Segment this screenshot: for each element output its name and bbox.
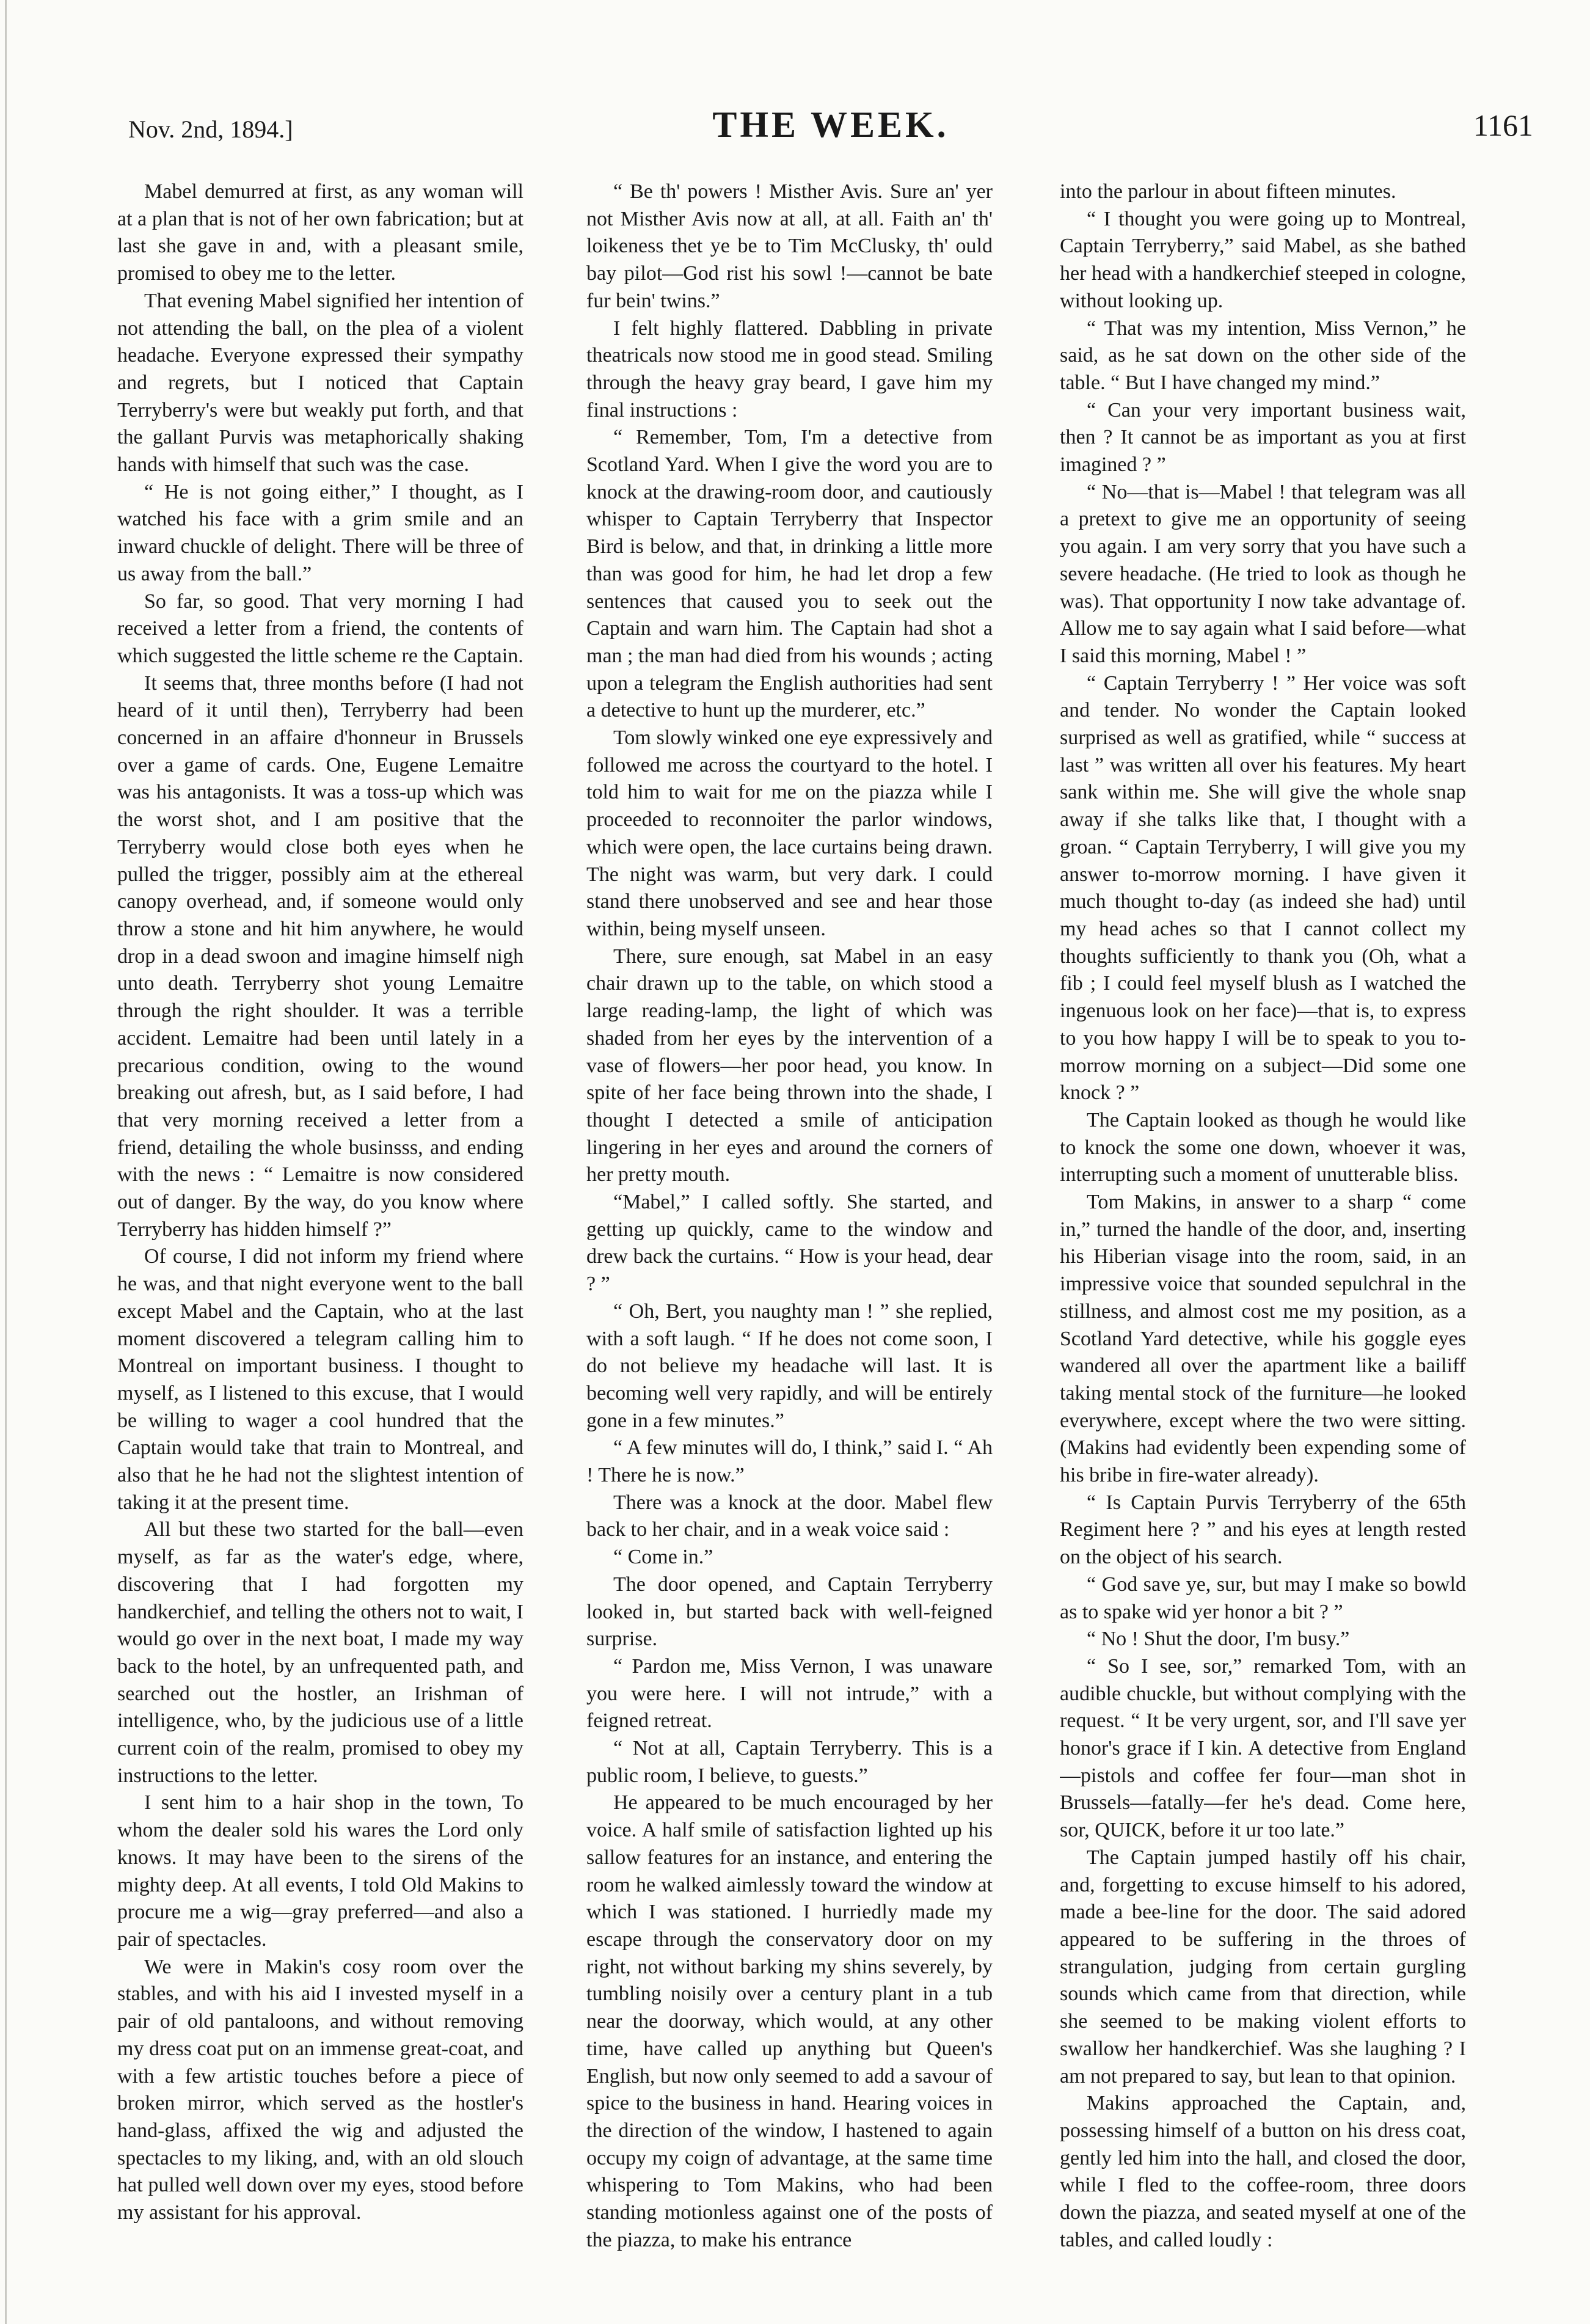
paragraph: “ That was my intention, Miss Vernon,” he said, as he sat down on the other side of the table. “ But I have changed my mind.” xyxy=(1060,316,1466,394)
text-column-3 xyxy=(1060,178,1466,2304)
paragraph: “ Captain Terryberry ! ” Her voice was soft and tender. No wonder the Captain looked surprised as well as gratified, while “ success at last ” was written all over his features. My heart sank within me. She will give the whole snap away if she talks like that, I thought with a groan. “ Captain Terryberry, I will give you my answer to-morrow morning. I have given it much thought to-day (as indeed she had) until my head aches so that I cannot collect my thoughts sufficiently to thank you (Oh, what a fib ; I could feel myself blush as I watched the ingenuous look on her face)—that is, to express to you how happy I will be to speak to you to-morrow morning on a subject—Did some one knock ? ” xyxy=(1060,671,1466,1105)
page-number: 1161 xyxy=(1473,108,1533,142)
paragraph: The Captain looked as though he would like to knock the some one down, whoever it was, interrupting such a moment of unutterable bliss. xyxy=(1060,1108,1466,1186)
paragraph: He appeared to be much encouraged by her voice. A half smile of satisfaction lighted up his sallow features for an instance, and entering the room he walked aimlessly toward the window at which I was stationed. I hurriedly made my escape through the conservatory door on my right, not without barking my shins severely, by tumbling noisily over a century plant in a tub near the doorway, which would, at any other time, have called up anything but Queen's English, but now only seemed to add a savour of spice to the business in hand. Hearing voices in the direction of the window, I hastened to again occupy my coign of advantage, at the same time whispering to Tom Makins, who had been standing motionless against one of the posts of the piazza, to make his entrance xyxy=(586,1791,993,2251)
text-column-1 xyxy=(117,178,523,2304)
paragraph: “ Come in.” xyxy=(613,1546,713,1569)
paragraph: So far, so good. That very morning I had received a letter from a friend, the contents of which suggested the little scheme re the Captain. xyxy=(117,590,523,667)
paragraph: We were in Makin's cosy room over the stables, and with his aid I invested myself in a pair of old pantaloons, and without removing my dress coat put on an immense great-coat, and with a few artistic touches before a piece of broken mirror, which served as the hostler's hand-glass, affixed the wig and adjusted the spectacles to my liking, and, with an old slouch hat pulled well down over my eyes, stood before my assistant for his approval. xyxy=(117,1955,523,2224)
paragraph: Makins approached the Captain, and, possessing himself of a button on his dress coat, gently led him into the hall, and closed the door, while I fled to the coffee-room, three doors down the piazza, and seated myself at one of the tables, and called loudly : xyxy=(1060,2092,1466,2251)
paragraph: The Captain jumped hastily off his chair, and, forgetting to excuse himself to his adored, made a bee-line for the door. The said adored appeared to be suffering in the throes of strangulation, judging from certain gurgling sounds which came from that direction, while she seemed to be making violent efforts to swallow her handkerchief. Was she laughing ? I am not prepared to say, but lean to that opinion. xyxy=(1060,1846,1466,2088)
paragraph: “ A few minutes will do, I think,” said I. “ Ah ! There he is now.” xyxy=(586,1436,993,1487)
paragraph: I felt highly flattered. Dabbling in private theatricals now stood me in good stead. Smiling through the heavy gray beard, I gave him my final instructions : xyxy=(586,316,993,422)
paragraph: I sent him to a hair shop in the town, To whom the dealer sold his wares the Lord only knows. It may have been to the sirens of the mighty deep. At all events, I told Old Makins to procure me a wig—gray preferred—and also a pair of spectacles. xyxy=(117,1791,523,1951)
paragraph: Tom Makins, in answer to a sharp “ come in,” turned the handle of the door, and, inserting his Hiberian visage into the room, said, in an impressive voice that sounded sepulchral in the stillness, and almost cost me my position, as a Scotland Yard detective, while his goggle eyes wandered all over the apartment like a bailiff taking mental stock of the furniture—he looked everywhere, except where the two were sitting. (Makins had evidently been expending some of his bribe in fire-water already). xyxy=(1060,1191,1466,1487)
page-header xyxy=(128,104,1533,159)
publication-title: THE WEEK. xyxy=(712,104,949,145)
paragraph: All but these two started for the ball—even myself, as far as the water's edge, where, discovering that I had forgotten my handkerchief, and telling the others not to wait, I would go over in the next boat, I made my way back to the hotel, by an unfrequented path, and searched out the hostler, an Irishman of intelligence, who, by the judicious use of a little current coin of the realm, promised to obey my instructions to the letter. xyxy=(117,1518,523,1787)
paragraph: “Mabel,” I called softly. She started, and getting up quickly, came to the window and drew back the curtains. “ How is your head, dear ? ” xyxy=(586,1191,993,1296)
paragraph: There was a knock at the door. Mabel flew back to her chair, and in a weak voice said : xyxy=(586,1491,993,1541)
paragraph: “ Remember, Tom, I'm a detective from Scotland Yard. When I give the word you are to knock at the drawing-room door, and cautiously whisper to Captain Terryberry that Inspector Bird is below, and that, in drinking a little more than was good for him, he had let drop a few sentences that caused you to seek out the Captain and warn him. The Captain had shot a man ; the man had died from his wounds ; acting upon a telegram the English authorities had sent a detective to hunt up the murderer, etc.” xyxy=(586,426,993,722)
paragraph: “ Be th' powers ! Misther Avis. Sure an' yer not Misther Avis now at all, at all. Faith an' th' loikeness thet ye be to Tim McClusky, th' ould bay pilot—God rist his sowl !—cannot be bate fur bein' twins.” xyxy=(586,180,993,312)
paragraph: It seems that, three months before (I had not heard of it until then), Terryberry had been concerned in an affaire d'honneur in Brussels over a game of cards. One, Eugene Lemaitre was his antagonists. It was a toss-up which was the worst shot, and I am positive that the Terryberry would close both eyes when he pulled the trigger, possibly aim at the ethereal canopy overhead, and, if someone would only throw a stone and hit him anywhere, he would drop in a dead swoon and imagine himself nigh unto death. Terryberry shot young Lemaitre through the right shoulder. It was a terrible accident. Lemaitre had been until lately in a precarious condition, owing to the wound breaking out afresh, but, as I said before, I had that very morning received a letter from a friend, detailing the whole businsss, and ending with the news : “ Lemaitre is now considered out of danger. By the way, do you know where Terryberry has hidden himself ?” xyxy=(117,671,523,1241)
issue-date: Nov. 2nd, 1894.] xyxy=(128,115,293,143)
paragraph: into the parlour in about fifteen minutes. xyxy=(1060,180,1396,203)
paragraph: Of course, I did not inform my friend where he was, and that night everyone went to the ball except Mabel and the Captain, who at the last moment discovered a telegram calling him to Montreal on important business. I thought to myself, as I listened to this excuse, that I would be willing to wager a cool hundred that the Captain would take that train to Montreal, and also that he he had not the slightest intention of taking it at the present time. xyxy=(117,1245,523,1514)
paragraph: That evening Mabel signified her intention of not attending the ball, on the plea of a violent headache. Everyone expressed their sympathy and regrets, but I noticed that Captain Terryberry's were but weakly put forth, and that the gallant Purvis was metaphorically shaking hands with himself that such was the case. xyxy=(117,289,523,477)
paragraph: “ Can your very important business wait, then ? It cannot be as important as you at first imagined ? ” xyxy=(1060,398,1466,477)
paragraph: “ Not at all, Captain Terryberry. This is a public room, I believe, to guests.” xyxy=(586,1737,993,1787)
paragraph: “ He is not going either,” I thought, as I watched his face with a grim smile and an inward chuckle of delight. There will be three of us away from the ball.” xyxy=(117,480,523,585)
paragraph: “ Oh, Bert, you naughty man ! ” she replied, with a soft laugh. “ If he does not come soon, I do not believe my headache will last. It is becoming well very rapidly, and will be entirely gone in a few minutes.” xyxy=(586,1299,993,1432)
paragraph: “ No—that is—Mabel ! that telegram was all a pretext to give me an opportunity of seeing you again. I am very sorry that you have such a severe headache. (He tried to look as though he was). That opportunity I now take advantage of. Allow me to say again what I said before—what I said this morning, Mabel ! ” xyxy=(1060,480,1466,667)
paragraph: “ No ! Shut the door, I'm busy.” xyxy=(1087,1628,1350,1651)
paragraph: The door opened, and Captain Terryberry looked in, but started back with well-feigned surprise. xyxy=(586,1573,993,1651)
paragraph: “ I thought you were going up to Montreal, Captain Terryberry,” said Mabel, as she bathed her head with a handkerchief steeped in cologne, without looking up. xyxy=(1060,207,1466,312)
paragraph: “ Pardon me, Miss Vernon, I was unaware you were here. I will not intrude,” with a feigned retreat. xyxy=(586,1654,993,1733)
page-edge xyxy=(5,0,7,2324)
text-column-2 xyxy=(586,178,993,2304)
paragraph: “ Is Captain Purvis Terryberry of the 65th Regiment here ? ” and his eyes at length rested on the object of his search. xyxy=(1060,1491,1466,1569)
paragraph: “ So I see, sor,” remarked Tom, with an audible chuckle, but without complying with the request. “ It be very urgent, sor, and I'll save yer honor's grace if I kin. A detective from England—pistols and coffee fer four—man shot in Brussels—fatally—fer he's dead. Come here, sor, QUICK, before it ur too late.” xyxy=(1060,1654,1466,1842)
paragraph: “ God save ye, sur, but may I make so bowld as to spake wid yer honor a bit ? ” xyxy=(1060,1573,1466,1623)
paragraph: Tom slowly winked one eye expressively and followed me across the courtyard to the hotel. I told him to wait for me on the piazza while I proceeded to reconnoiter the parlor windows, which were open, the lace curtains being drawn. The night was warm, but very dark. I could stand there unobserved and see and hear those within, being myself unseen. xyxy=(586,726,993,940)
paragraph: There, sure enough, sat Mabel in an easy chair drawn up to the table, on which stood a large reading-lamp, the light of which was shaded from her eyes by the intervention of a vase of flowers—her poor head, you know. In spite of her face being thrown into the shade, I thought I detected a smile of anticipation lingering in her eyes and around the corners of her pretty mouth. xyxy=(586,945,993,1186)
paragraph: Mabel demurred at first, as any woman will at a plan that is not of her own fabrication; but at last she gave in and, with a pleasant smile, promised to obey me to the letter. xyxy=(117,180,523,285)
